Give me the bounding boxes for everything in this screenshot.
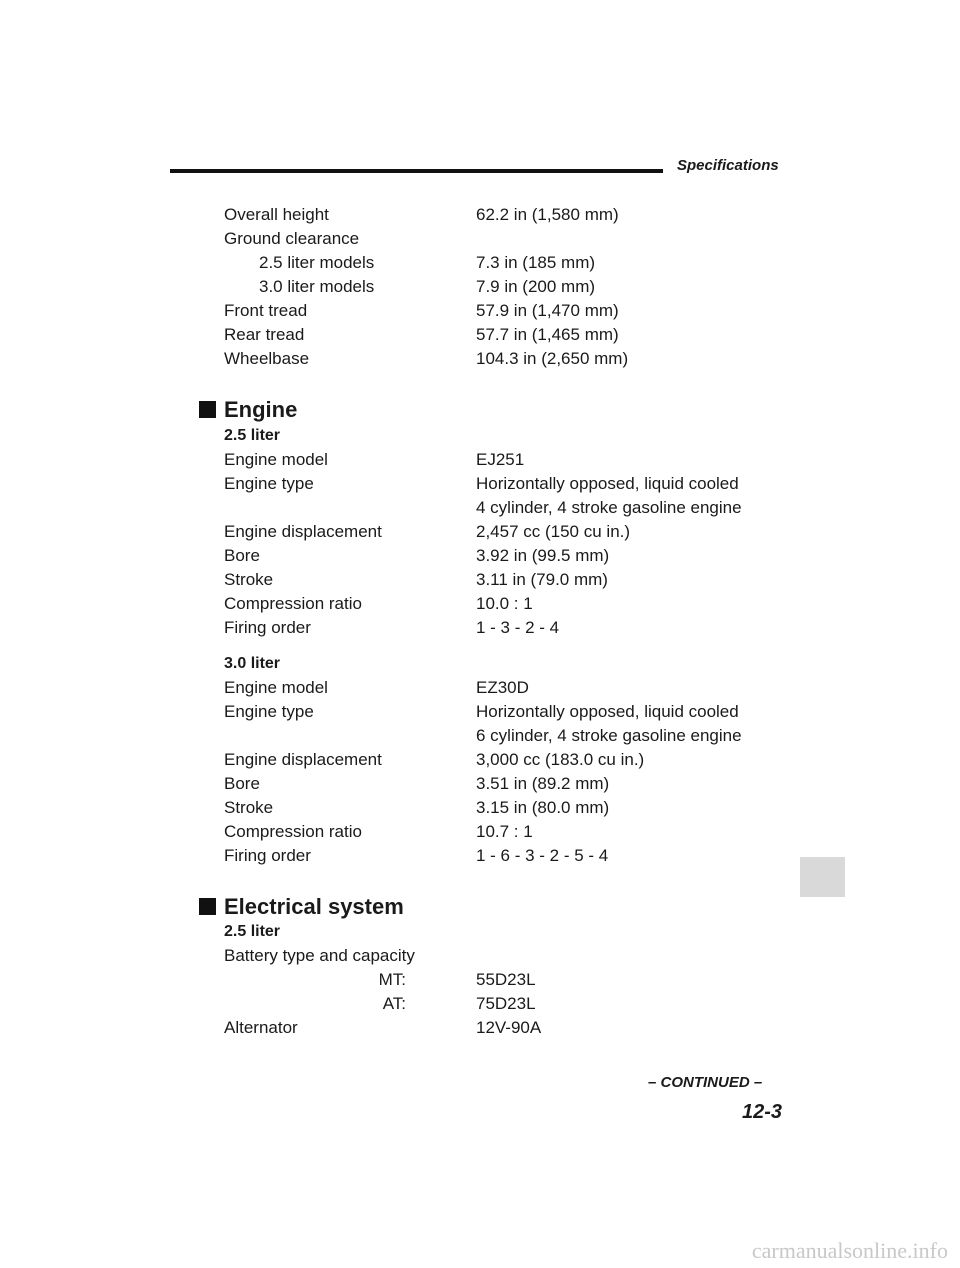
page-number: 12-3 <box>742 1101 783 1123</box>
spec-label: Ground clearance <box>224 229 360 248</box>
spec-value: 1 - 3 - 2 - 4 <box>476 618 560 637</box>
square-bullet-icon <box>199 401 216 418</box>
section-heading-engine <box>199 397 297 423</box>
spec-value: Horizontally opposed, liquid cooled <box>476 474 739 493</box>
page-header-title: Specifications <box>677 157 779 174</box>
spec-value: Horizontally opposed, liquid cooled <box>476 702 739 721</box>
spec-label: Bore <box>224 546 260 565</box>
continued-notice: – CONTINUED – <box>648 1074 763 1091</box>
spec-label: Overall height <box>224 205 329 224</box>
spec-value: 57.9 in (1,470 mm) <box>476 301 619 320</box>
spec-value: 10.7 : 1 <box>476 822 533 841</box>
spec-label: Firing order <box>224 618 311 637</box>
spec-label: Stroke <box>224 570 274 589</box>
header-rule <box>170 169 663 173</box>
spec-value: 1 - 6 - 3 - 2 - 5 - 4 <box>476 846 609 865</box>
spec-label: Battery type and capacity <box>224 946 415 965</box>
spec-label: Engine type <box>224 702 314 721</box>
spec-value: 75D23L <box>476 994 536 1013</box>
spec-label: 3.0 liter models <box>259 277 375 296</box>
spec-value: 3.51 in (89.2 mm) <box>476 774 610 793</box>
spec-value: 3.11 in (79.0 mm) <box>476 570 608 589</box>
spec-label: Engine type <box>224 474 314 493</box>
section-title: Engine <box>224 397 298 422</box>
spec-value: 6 cylinder, 4 stroke gasoline engine <box>476 726 742 745</box>
spec-label: Compression ratio <box>224 594 362 613</box>
spec-label: MT: <box>378 970 406 989</box>
section-heading-electrical <box>199 894 404 920</box>
spec-value: 3,000 cc (183.0 cu in.) <box>476 750 645 769</box>
spec-value: 4 cylinder, 4 stroke gasoline engine <box>476 498 742 517</box>
subsection-title: 2.5 liter <box>224 427 281 444</box>
spec-label: Wheelbase <box>224 349 310 368</box>
spec-value: 104.3 in (2,650 mm) <box>476 349 629 368</box>
square-bullet-icon <box>199 898 216 915</box>
spec-label: Compression ratio <box>224 822 362 841</box>
spec-value: 62.2 in (1,580 mm) <box>476 205 619 224</box>
section-title: Electrical system <box>224 894 404 919</box>
spec-value: 10.0 : 1 <box>476 594 533 613</box>
spec-label: AT: <box>382 994 406 1013</box>
spec-value: 7.9 in (200 mm) <box>476 277 596 296</box>
spec-value: 55D23L <box>476 970 536 989</box>
spec-value: 12V-90A <box>476 1018 542 1037</box>
spec-label: Engine displacement <box>224 750 382 769</box>
spec-label: Rear tread <box>224 325 305 344</box>
spec-value: 3.15 in (80.0 mm) <box>476 798 610 817</box>
spec-label: Front tread <box>224 301 308 320</box>
spec-value: EZ30D <box>476 678 529 697</box>
spec-value: 2,457 cc (150 cu in.) <box>476 522 631 541</box>
spec-label: Engine model <box>224 678 328 697</box>
spec-label: Engine model <box>224 450 328 469</box>
subsection-title: 3.0 liter <box>224 655 281 672</box>
spec-label: Stroke <box>224 798 274 817</box>
spec-label: Bore <box>224 774 260 793</box>
spec-value: 57.7 in (1,465 mm) <box>476 325 619 344</box>
spec-value: 3.92 in (99.5 mm) <box>476 546 610 565</box>
spec-label: 2.5 liter models <box>259 253 375 272</box>
watermark-text: carmanualsonline.info <box>751 1238 948 1263</box>
spec-label: Firing order <box>224 846 311 865</box>
spec-label: Engine displacement <box>224 522 382 541</box>
spec-value: EJ251 <box>476 450 525 469</box>
spec-label: Alternator <box>224 1018 298 1037</box>
chapter-tab-marker <box>800 857 845 897</box>
spec-value: 7.3 in (185 mm) <box>476 253 596 272</box>
subsection-title: 2.5 liter <box>224 923 281 940</box>
